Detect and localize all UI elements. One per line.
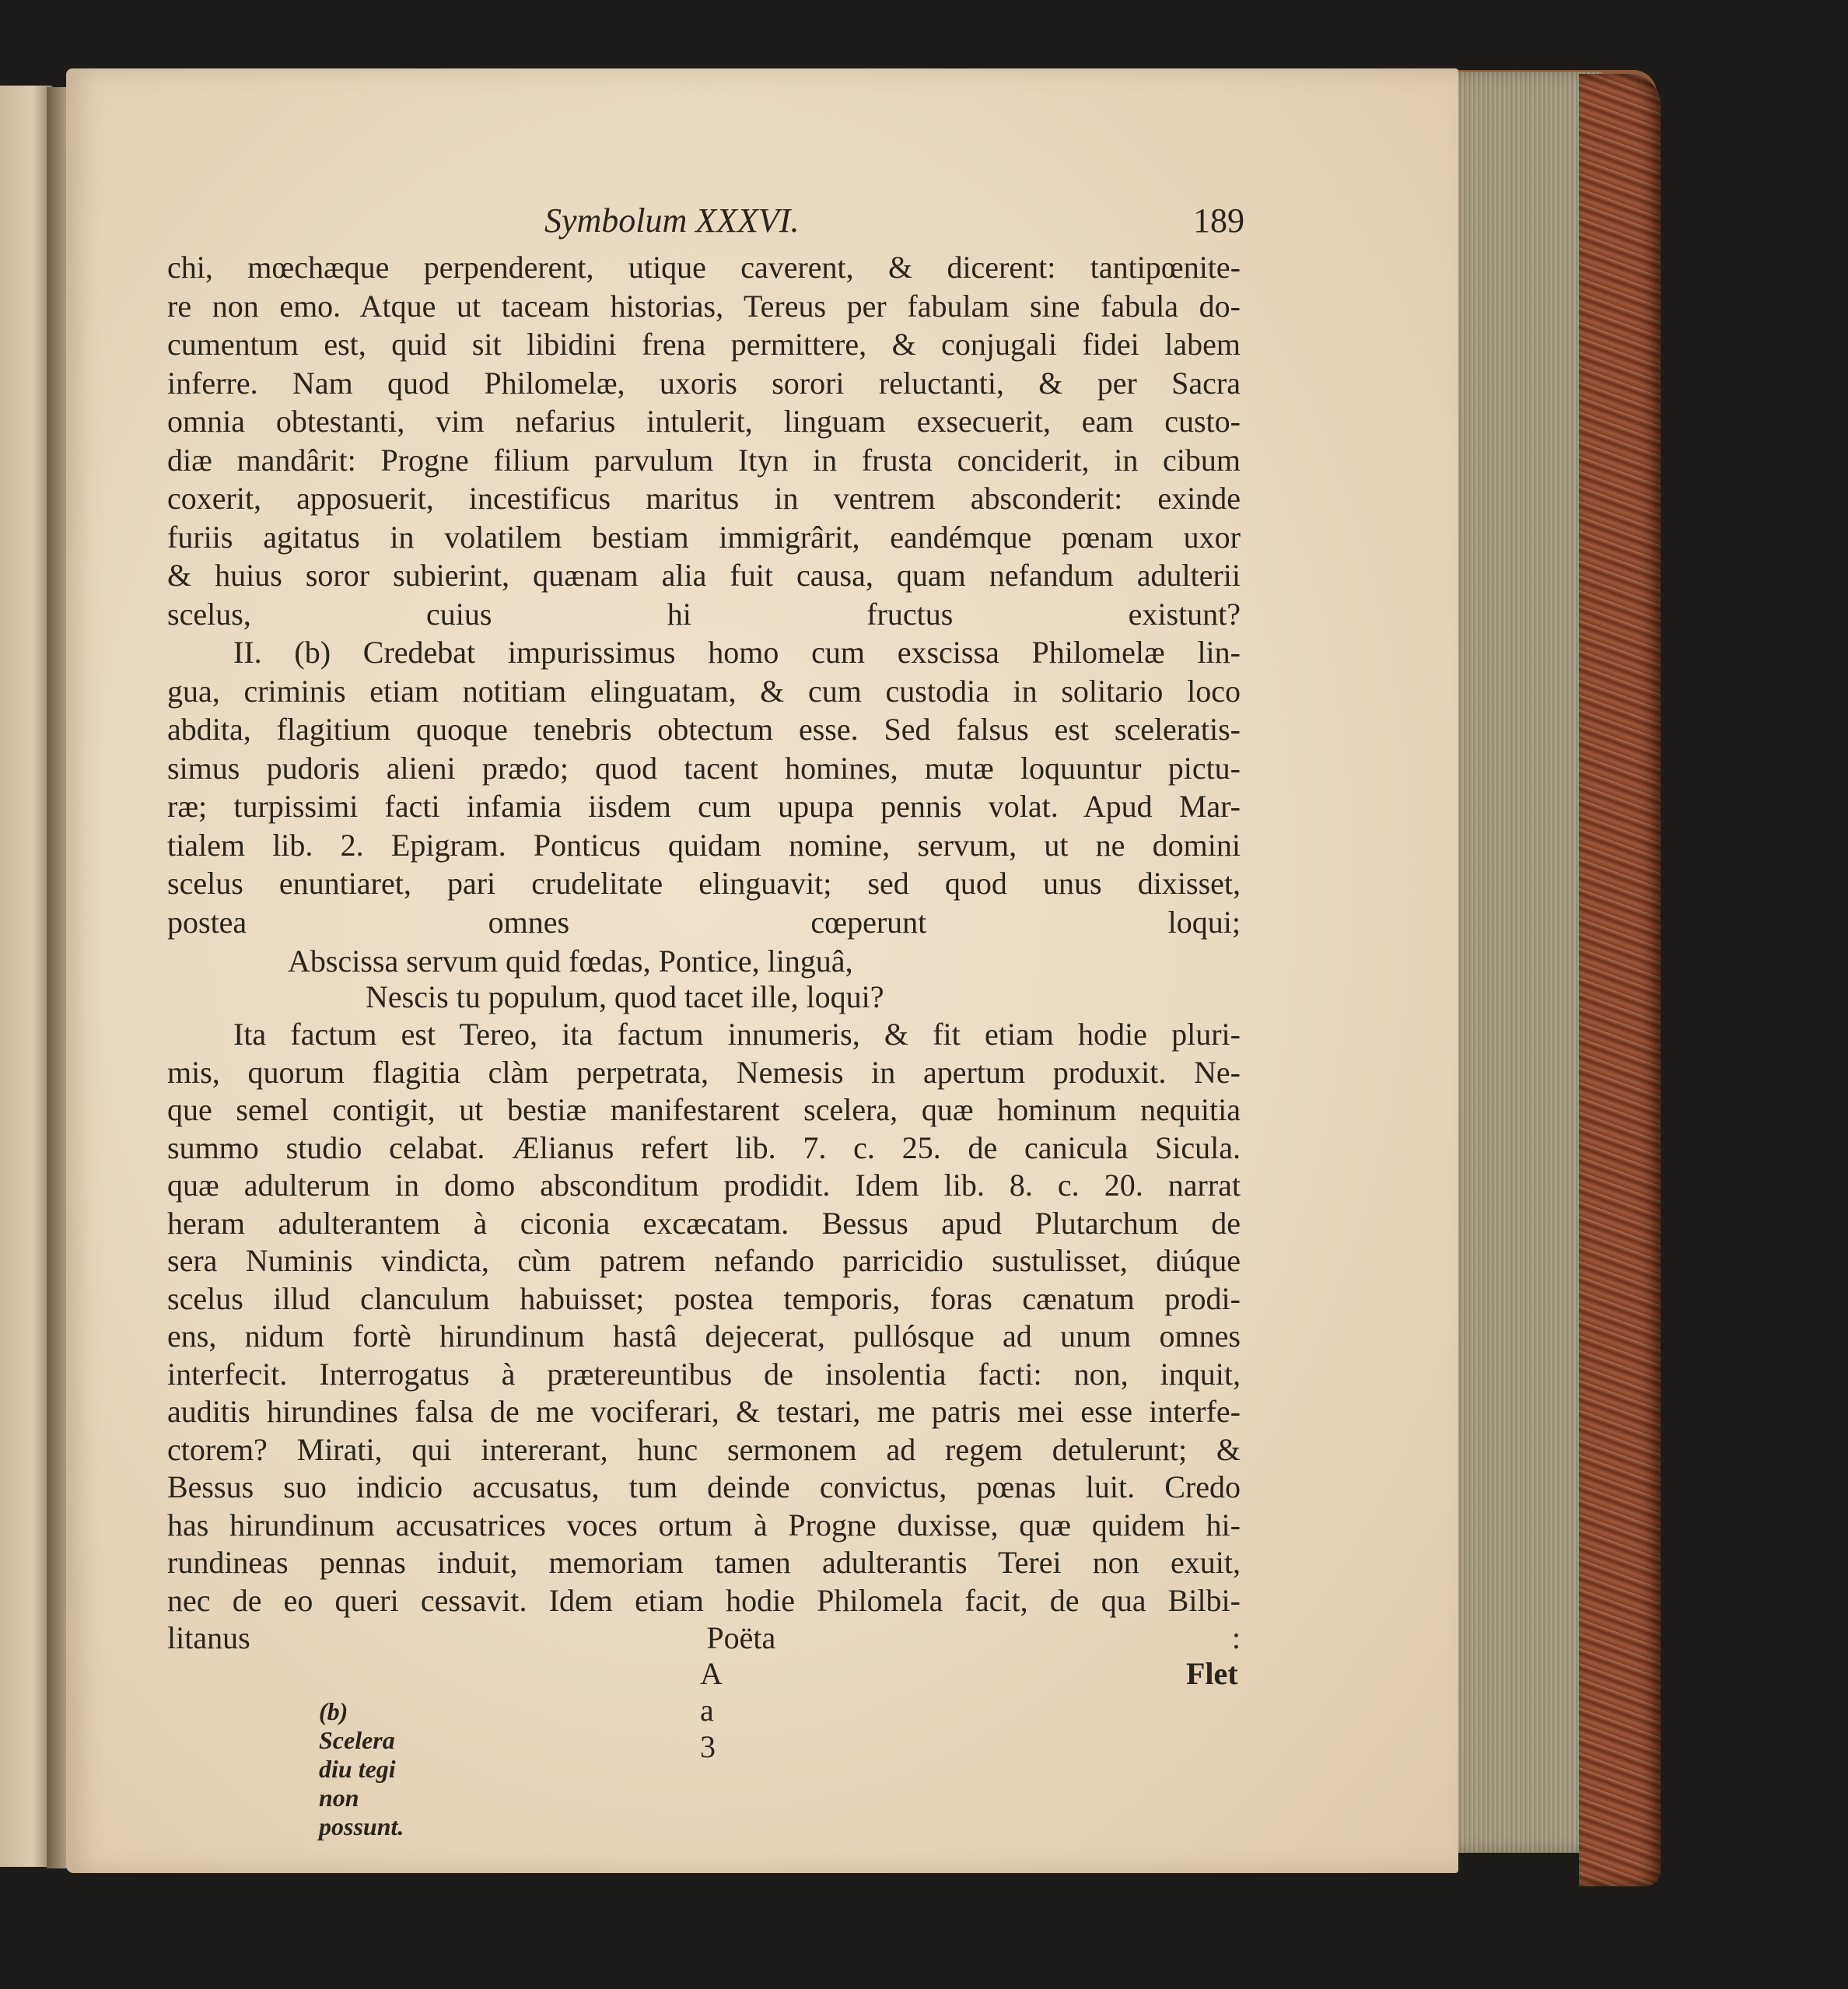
text-line: interfecit. Interrogatus à prætereuntibus de insolentia facti: non, inquit, xyxy=(167,1356,1241,1392)
text-line: abdita, flagitium quoque tenebris obtectum esse. Sed falsus est sceleratis- xyxy=(167,712,1241,747)
text-line: inferre. Nam quod Philomelæ, uxoris sorori reluctanti, & per Sacra xyxy=(167,365,1241,401)
text-line: has hirundinum accusatrices voces ortum à Progne duxisse, quæ quidem hi- xyxy=(167,1507,1241,1543)
book-cover-spine xyxy=(1579,74,1661,1886)
page-number: 189 xyxy=(1193,201,1244,240)
text-line: heram adulterantem à ciconia excæcatam. Bessus apud Plutarchum de xyxy=(167,1205,1241,1241)
text-line: re non emo. Atque ut taceam historias, Tereus per fabulam sine fabula do- xyxy=(167,288,1241,324)
text-line: Ita factum est Tereo, ita factum innumeris, & fit etiam hodie pluri- xyxy=(233,1017,1241,1052)
text-line: furiis agitatus in volatilem bestiam immigrârit, eandémque pœnam uxor xyxy=(167,519,1241,555)
text-line: auditis hirundines falsa de me vociferari, & testari, me patris mei esse interfe- xyxy=(167,1394,1241,1429)
text-line: quæ adulterum in domo absconditum prodidit. Idem lib. 8. c. 20. narrat xyxy=(167,1168,1241,1203)
text-line: ens, nidum fortè hirundinum hastâ dejecerat, pullósque ad unum omnes xyxy=(167,1318,1241,1353)
text-line: omnia obtestanti, vim nefarius intulerit, linguam exsecuerit, eam custo- xyxy=(167,404,1241,439)
text-line: gua, criminis etiam notitiam elinguatam, & cum custodia in solitario loco xyxy=(167,673,1241,709)
text-line: sera Numinis vindicta, cùm patrem nefando parricidio sustulisset, diúque xyxy=(167,1243,1241,1278)
catchword: Flet xyxy=(1186,1656,1238,1691)
text-line: scelus enuntiaret, pari crudelitate elinguavit; sed quod unus dixisset, xyxy=(167,866,1241,901)
text-line: & huius soror subierint, quænam alia fuit causa, quam nefandum adulterii xyxy=(167,558,1241,593)
text-line: nec de eo queri cessavit. Idem etiam hodie Philomela facit, de qua Bilbi- xyxy=(167,1582,1241,1618)
footnote: (b) Scelera diu tegi non possunt. xyxy=(319,1697,404,1840)
text-line: tialem lib. 2. Epigram. Ponticus quidam nomine, servum, ut ne domini xyxy=(167,827,1241,863)
text-line: cumentum est, quid sit libidini frena permittere, & conjugali fidei labem xyxy=(167,327,1241,362)
text-line: rundineas pennas induit, memoriam tamen adulterantis Terei non exuit, xyxy=(167,1545,1241,1580)
text-line: ræ; turpissimi facti infamia iisdem cum upupa pennis volat. Apud Mar- xyxy=(167,789,1241,824)
text-line: postea omnes cœperunt loqui; xyxy=(167,904,1241,940)
text-line: mis, quorum flagitia clàm perpetrata, Nemesis in apertum produxit. Ne- xyxy=(167,1054,1241,1090)
running-title: Symbolum XXXVI. xyxy=(544,201,800,240)
text-line: scelus, cuius hi fructus existunt? xyxy=(167,596,1241,632)
page-header xyxy=(544,201,1244,247)
text-line: diæ mandârit: Progne filium parvulum Ityn in frusta conciderit, in cibum xyxy=(167,442,1241,478)
text-line: que semel contigit, ut bestiæ manifestarent scelera, quæ hominum nequitia xyxy=(167,1092,1241,1127)
text-line: Bessus suo indicio accusatus, tum deinde convictus, pœnas luit. Credo xyxy=(167,1469,1241,1504)
text-line: simus pudoris alieni prædo; quod tacent homines, mutæ loquuntur pictu- xyxy=(167,750,1241,786)
verse-line-1: Abscissa servum quid fœdas, Pontice, linguâ, xyxy=(288,944,853,979)
text-line: ctorem? Mirati, qui intererant, hunc sermonem ad regem detulerunt; & xyxy=(167,1431,1241,1467)
text-line: litanus Poëta : xyxy=(167,1620,1241,1655)
text-line: II. (b) Credebat impurissimus homo cum exscissa Philomelæ lin- xyxy=(233,635,1241,670)
text-line: chi, mœchæque perpenderent, utique caverent, & dicerent: tantipœnite- xyxy=(167,250,1241,285)
verse-line-2: Nescis tu populum, quod tacet ille, loqui? xyxy=(366,979,884,1014)
text-line: summo studio celabat. Ælianus refert lib. 7. c. 25. de canicula Sicula. xyxy=(167,1129,1241,1165)
text-line: scelus illud clanculum habuisset; postea temporis, foras cænatum prodi- xyxy=(167,1280,1241,1316)
text-line: coxerit, apposuerit, incestificus maritus in ventrem absconderit: exinde xyxy=(167,481,1241,516)
signature-mark: A a 3 xyxy=(700,1656,721,1764)
